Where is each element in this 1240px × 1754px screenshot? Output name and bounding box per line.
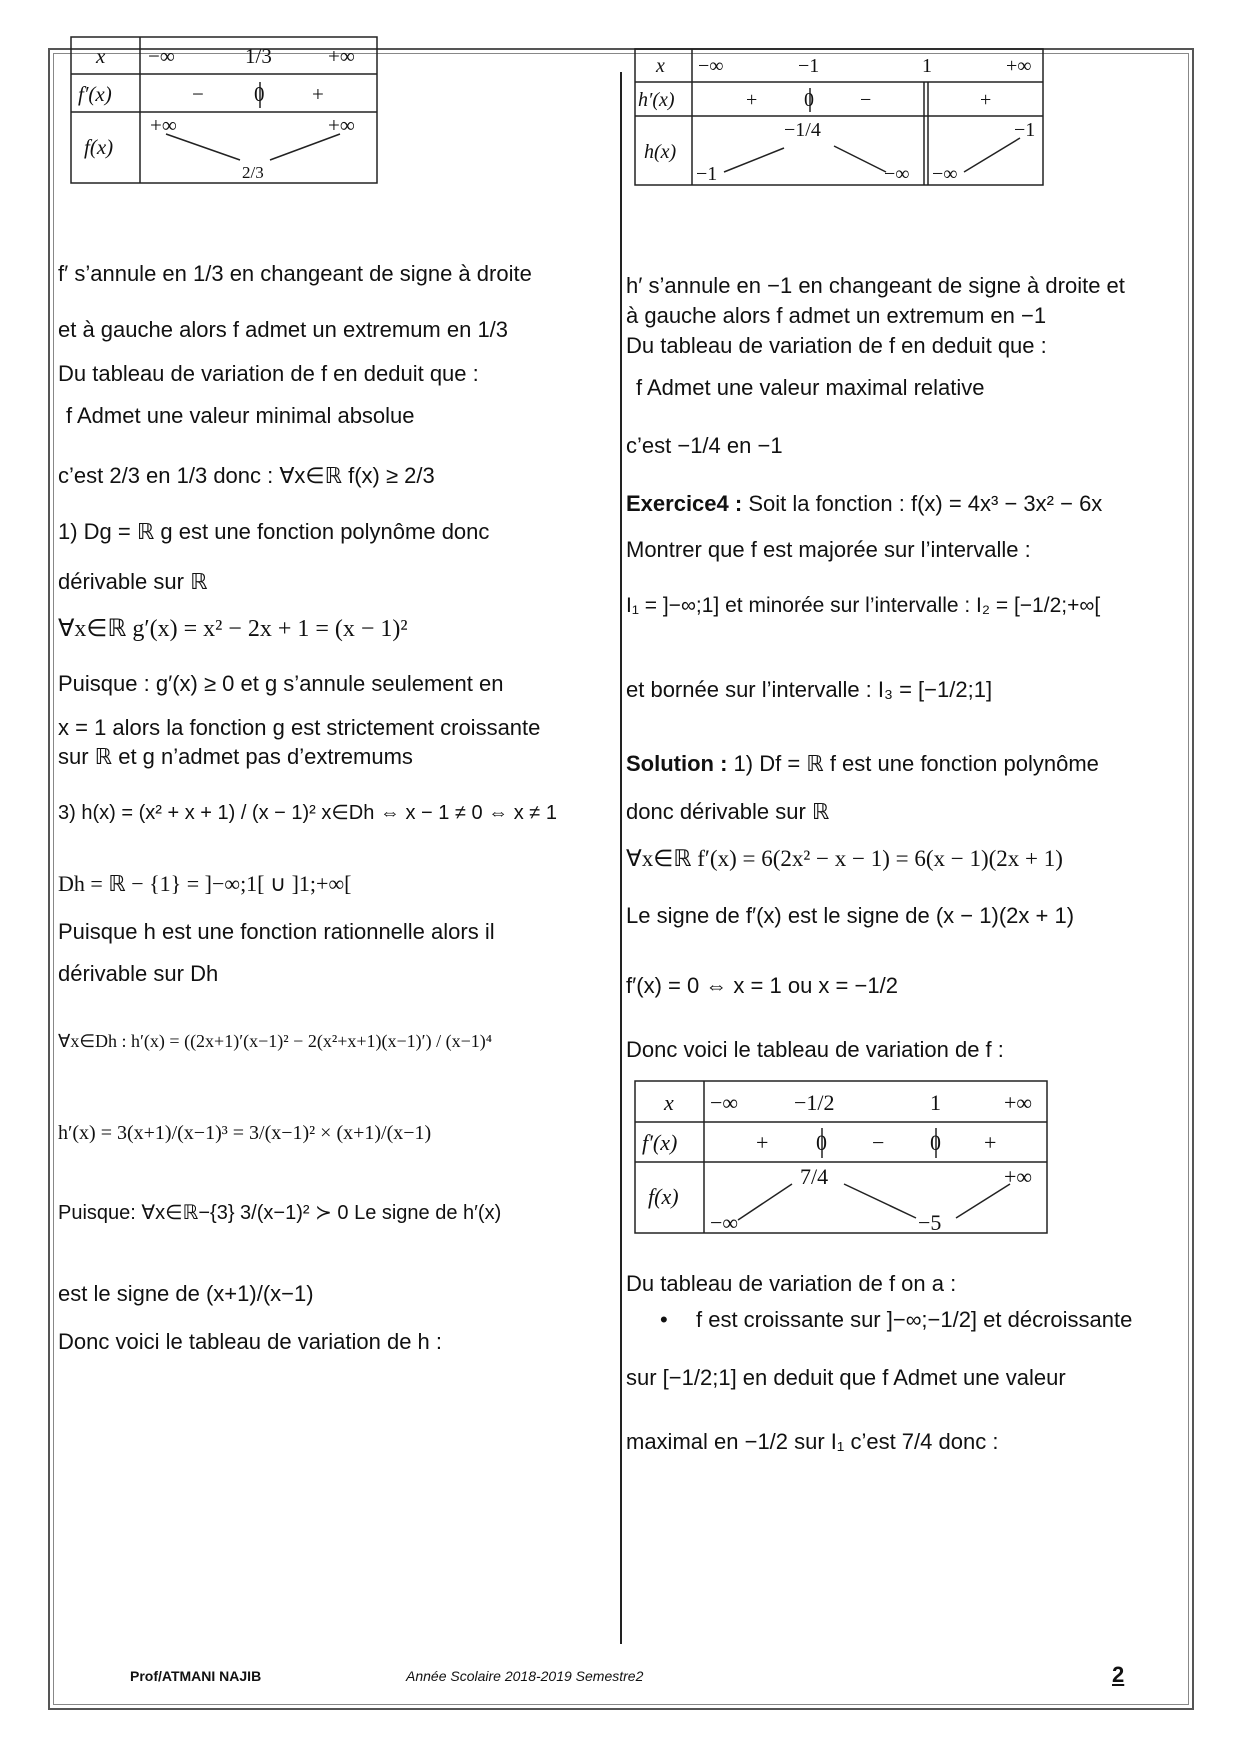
- right-line-1: h′ s’annule en −1 en changeant de signe à droite et: [626, 273, 1125, 298]
- th-hp-0: +: [746, 89, 758, 111]
- tf-fp-0: −: [192, 82, 204, 106]
- page-number: 2: [1112, 1662, 1125, 1687]
- left-line-10: x = 1 alors la fonction g est strictement croissante: [58, 715, 541, 740]
- left-line-11: sur ℝ et g n’admet pas d’extremums: [58, 744, 413, 769]
- left-line-13: Dh = ℝ − {1} = ]−∞;1[ ∪ ]1;+∞[: [58, 871, 352, 896]
- tf2-x-1: −1/2: [794, 1090, 835, 1115]
- right-line-11: donc dérivable sur ℝ: [626, 799, 830, 824]
- left-line-14: Puisque h est une fonction rationnelle alors il: [58, 919, 495, 944]
- right-line-4: f Admet une valeur maximal relative: [636, 375, 985, 400]
- right-line-19: maximal en −1/2 sur I₁ c’est 7/4 donc :: [626, 1429, 999, 1454]
- th-h-4: −1: [1014, 119, 1036, 141]
- right-line-5: c’est −1/4 en −1: [626, 433, 783, 458]
- right-line-15: Donc voici le tableau de variation de f :: [626, 1037, 1004, 1062]
- tf2-f-2: −5: [918, 1210, 942, 1235]
- exercise-statement: Soit la fonction : f(x) = 4x³ − 3x² − 6x: [742, 491, 1103, 516]
- th-hp-1: 0: [804, 89, 814, 111]
- th-x-1: −1: [798, 55, 820, 77]
- left-line-5: c’est 2/3 en 1/3 donc : ∀x∈ℝ f(x) ≥ 2/3: [58, 463, 435, 488]
- tf-f-label: f(x): [84, 135, 114, 159]
- left-line-12: 3) h(x) = (x² + x + 1) / (x − 1)² x∈Dh ⇔ x − 1 ≠ 0 ⇔ x ≠ 1: [58, 802, 557, 824]
- th-x-0: −∞: [698, 55, 724, 77]
- tf2-x-3: +∞: [1004, 1090, 1033, 1115]
- th-x-2: 1: [922, 55, 932, 77]
- th-h-1: −1/4: [784, 119, 821, 141]
- tf-x-label: x: [96, 44, 106, 68]
- th-h-2: −∞: [884, 163, 910, 185]
- tf-x-2: +∞: [328, 44, 355, 68]
- right-line-17: f est croissante sur ]−∞;−1/2] et décroissante: [696, 1307, 1133, 1332]
- th-x-3: +∞: [1006, 55, 1032, 77]
- tf-fp-1: 0: [254, 82, 265, 106]
- tf2-fp-1: 0: [816, 1130, 827, 1155]
- left-line-18: Puisque: ∀x∈ℝ−{3} 3/(x−1)² ≻ 0 Le signe de h′(x): [58, 1202, 502, 1224]
- tf2-f-1: 7/4: [800, 1164, 829, 1189]
- left-line-20: Donc voici le tableau de variation de h :: [58, 1329, 443, 1354]
- th-hp-3: +: [980, 89, 992, 111]
- tf2-fp-0: +: [756, 1130, 769, 1155]
- variation-table-f: [70, 36, 380, 186]
- right-line-14: f′(x) = 0 ⇔ x = 1 ou x = −1/2: [626, 973, 898, 998]
- tf-fp-label: f′(x): [78, 82, 112, 106]
- tf-x-0: −∞: [148, 44, 175, 68]
- left-line-16: ∀x∈Dh : h′(x) = ((2x+1)′(x−1)² − 2(x²+x+1)(x−1)′) / (x−1)⁴: [58, 1031, 493, 1051]
- right-line-18: sur [−1/2;1] en deduit que f Admet une valeur: [626, 1365, 1066, 1390]
- th-hp-2: −: [860, 89, 872, 111]
- left-line-4: f Admet une valeur minimal absolue: [66, 403, 415, 428]
- th-hp-label: h′(x): [638, 89, 675, 111]
- left-line-9: Puisque : g′(x) ≥ 0 et g s’annule seulement en: [58, 671, 504, 696]
- right-line-3: Du tableau de variation de f en deduit que :: [626, 333, 1047, 358]
- tf2-f-label: f(x): [648, 1184, 679, 1209]
- right-line-6: [626, 490, 1102, 519]
- right-line-9: et bornée sur l’intervalle : I₃ = [−1/2;1]: [626, 677, 993, 702]
- left-line-7: dérivable sur ℝ: [58, 569, 208, 594]
- right-line-8: I₁ = ]−∞;1] et minorée sur l’intervalle : I₂ = [−1/2;+∞[: [626, 594, 1101, 617]
- right-line-10: [626, 750, 1099, 779]
- footer-author: Prof/ATMANI NAJIB: [130, 1668, 262, 1684]
- tf-f-2: +∞: [328, 113, 355, 137]
- right-line-17-bullet: •: [660, 1307, 668, 1332]
- tf2-fp-label: f′(x): [642, 1130, 678, 1155]
- tf2-fp-4: +: [984, 1130, 997, 1155]
- solution-heading: Solution :: [626, 751, 728, 776]
- left-line-8: ∀x∈ℝ g′(x) = x² − 2x + 1 = (x − 1)²: [58, 616, 408, 642]
- solution-line: 1) Df = ℝ f est une fonction polynôme: [727, 751, 1099, 776]
- left-line-15: dérivable sur Dh: [58, 961, 219, 986]
- left-line-17: h′(x) = 3(x+1)/(x−1)³ = 3/(x−1)² × (x+1)/(x−1): [58, 1122, 432, 1144]
- th-h-3: −∞: [932, 163, 958, 185]
- column-divider: [620, 72, 622, 1644]
- tf2-x-0: −∞: [710, 1090, 739, 1115]
- tf2-x-label: x: [664, 1090, 674, 1115]
- tf2-f-0: −∞: [710, 1210, 739, 1235]
- right-line-13: Le signe de f′(x) est le signe de (x − 1)(2x + 1): [626, 903, 1075, 928]
- th-h-0: −1: [696, 163, 718, 185]
- tf2-f-3: +∞: [1004, 1164, 1033, 1189]
- footer-year: Année Scolaire 2018-2019 Semestre2: [406, 1668, 644, 1684]
- left-line-6: 1) Dg = ℝ g est une fonction polynôme donc: [58, 519, 490, 544]
- right-line-7: Montrer que f est majorée sur l’intervalle :: [626, 537, 1031, 562]
- left-line-1: f′ s’annule en 1/3 en changeant de signe à droite: [58, 261, 532, 286]
- tf2-x-2: 1: [930, 1090, 941, 1115]
- th-x-label: x: [656, 55, 665, 77]
- right-line-16: Du tableau de variation de f on a :: [626, 1271, 957, 1296]
- variation-table-h: [634, 48, 1046, 188]
- tf2-fp-2: −: [872, 1130, 885, 1155]
- tf-f-0: +∞: [150, 113, 177, 137]
- tf2-fp-3: 0: [930, 1130, 941, 1155]
- tf-f-1: 2/3: [242, 163, 264, 182]
- right-line-12: ∀x∈ℝ f′(x) = 6(2x² − x − 1) = 6(x − 1)(2x + 1): [626, 846, 1063, 871]
- exercise-heading: Exercice4 :: [626, 491, 743, 516]
- tf-fp-2: +: [312, 82, 324, 106]
- variation-table-f2: [634, 1080, 1050, 1236]
- left-line-19: est le signe de (x+1)/(x−1): [58, 1281, 314, 1306]
- left-line-2: et à gauche alors f admet un extremum en 1/3: [58, 317, 509, 342]
- tf-x-1: 1/3: [245, 44, 272, 68]
- left-line-3: Du tableau de variation de f en deduit que :: [58, 361, 479, 386]
- right-line-2: à gauche alors f admet un extremum en −1: [626, 303, 1047, 328]
- th-h-label: h(x): [644, 141, 677, 163]
